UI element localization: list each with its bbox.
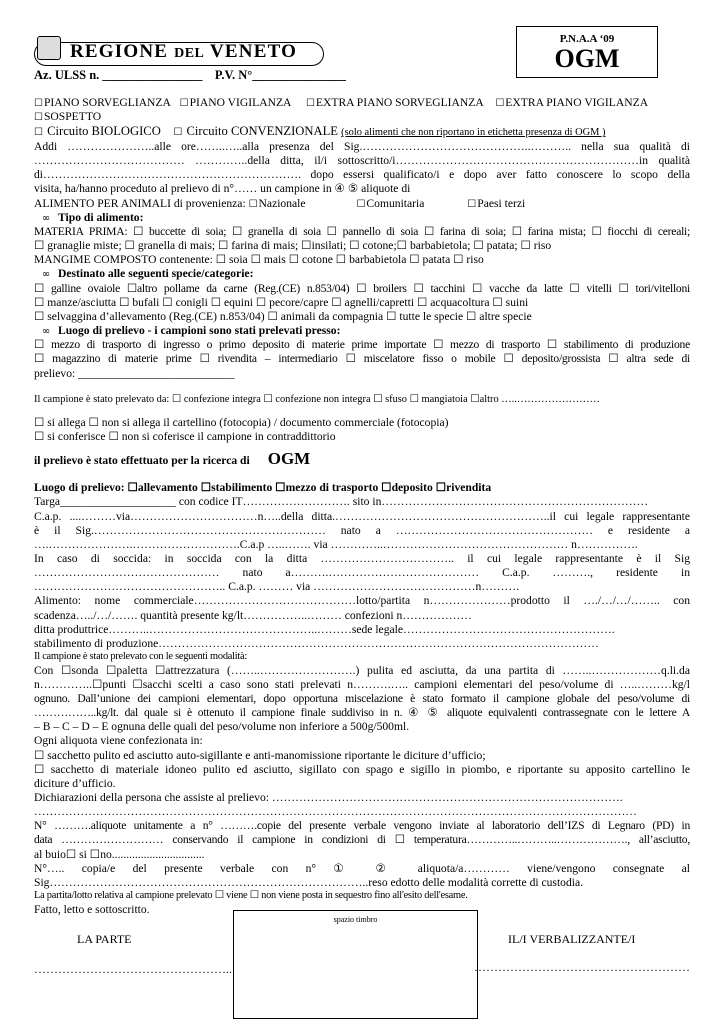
checkbox-icon[interactable]: ☐ [305,98,315,109]
modalita-line: ognuno. Dall’unione dei campioni elementari, dopo opportuna miscelazione è stato formato il campione globale del peso/volume di [34,692,690,705]
tipo-line[interactable]: MANGIME COMPOSTO contenente: ☐ soia ☐ mais ☐ cotone ☐ barbabietola ☐ patata ☐ riso [34,253,484,267]
detail-line[interactable]: C.a.p. ....………via……………………………n…..della ditta.………………………………………………..il cui legale rappresentante [34,509,690,523]
modalita-line: – B – C – D – E ognuna delle quali del peso/volume non inferiore a 500g/500ml. [34,720,410,734]
plan-sorveglianza: PIANO SORVEGLIANZA [43,96,171,109]
allega-line[interactable]: ☐ si allega ☐ non si allega il cartellino (fotocopia) / documento commerciale (fotocopia) [34,416,449,430]
ricerca-label: il prelievo è stato effettuato per la ricerca di [34,453,250,467]
pv-field[interactable]: P.V. N°_______________ [214,68,346,82]
detail-line[interactable]: Alimento: nome commerciale……………………………………lotto/partita n…………………prodotto il …./…/…/…….. con [34,594,690,608]
checkbox-icon[interactable]: ☐ [495,98,505,109]
checkbox-icon[interactable]: ☐ [467,198,477,210]
ricerca-line [34,449,690,470]
specie-line[interactable]: ☐ manze/asciutta ☐ bufali ☐ conigli ☐ equini ☐ pecore/capre ☐ agnelli/capretti ☐ acquacoltura ☐ suini [34,295,529,309]
region-logo [34,36,324,70]
alimento-row [34,197,690,211]
section-title: ∞ Destinato alle seguenti specie/categorie: [34,267,690,281]
checkbox-icon[interactable]: ☐ [34,98,43,109]
detail-line[interactable]: Targa____________________ con codice IT………………………. sito in…………………………………………………………… [34,495,649,509]
intro-line: Addi …………………..alle ore……..…..alla presenza del Sig.……………………………………..……….. nella sua qualità di [34,140,690,154]
intro-line: di…………………………………………………………. dopo essersi qualificato/i e dopo aver fatto conoscere lo scopo della [34,168,690,182]
specie-line[interactable]: ☐ galline ovaiole ☐altro pollame da carne (Reg.(CE) n.853/04) ☐ broilers ☐ tacchini ☐ vacche da latte ☐ vitelli ☐ tori/vitelloni [34,281,690,295]
plan-vigilanza: PIANO VIGILANZA [189,96,292,109]
detail-line[interactable]: è il Sig.…………………………………………………… nato a …………………………………………… e residente a [34,523,690,537]
modalita-line[interactable]: data ……………………… conservando il campione in condizioni di ☐ temperatura…………..………..………………., all’asciutto, [34,833,690,847]
intro-line: ………………………………… …………..della ditta, il/i sottoscritto/i………………………………………………………in qualità [34,154,690,168]
checkbox-icon[interactable]: ☐ [34,112,43,124]
region-title: REGIONE DEL VENETO [70,41,298,62]
origin-comunitaria: Comunitaria [366,196,425,210]
bullet-icon: ∞ [41,269,51,281]
modalita-line[interactable]: ☐ sacchetto di materiale idoneo pulito ed asciutto, sigillato con spago e sigillo in piombo, e riportante su apposito cartellino le [34,762,690,776]
modalita-line[interactable]: Dichiarazioni della persona che assiste al prelievo: ………………………………………………………………………………. [34,790,623,804]
modalita-line: ……………..kg/lt. dal quale si è ottenuto il campione finale suddiviso in n. ④ ⑤ aliquote equivalenti contrassegnate con le lettere A [34,706,690,720]
ulss-field[interactable]: Az. ULSS n. ________________ [34,68,203,82]
checkbox-icon[interactable]: ☐ [356,198,366,210]
tipo-line[interactable]: ☐ granaglie miste; ☐ granella di mais; ☐ farina di mais; ☐insilati; ☐ cotone;☐ barbabietola; ☐ patata; ☐ riso [34,239,552,253]
circuit-options [34,124,690,140]
circuit-note: (solo alimenti che non riportano in etichetta presenza di OGM ) [341,127,606,139]
detail-line[interactable]: In caso di soccida: in soccida con la ditta …………………………….. il cui legale rappresentante è il Sig [34,552,690,566]
section-title: ∞ Luogo di prelievo - i campioni sono stati prelevati presso: [34,324,690,338]
plan-options [34,96,690,110]
stamp-area [233,910,478,1019]
ogm-heading: OGM [554,44,620,74]
ulss-line [34,68,346,83]
stamp-label: spazio timbro [333,915,378,924]
plan-sospetto-row [34,110,690,124]
checkbox-icon[interactable]: ☐ [34,127,43,139]
modalita-line[interactable]: N° ……….aliquote unitamente a n° ……….copie del presente verbale vengono inviate al laboratorio dell’IZS di Legnaro (PD) in [34,819,690,833]
plan-extra-sorveglianza: EXTRA PIANO SORVEGLIANZA [315,96,484,109]
specie-line[interactable]: ☐ selvaggina d’allevamento (Reg.(CE) n.853/04) ☐ animali da compagnia ☐ tutte le specie ☐ altre specie [34,309,532,323]
modalita-line[interactable]: Sig………………………………………………………………………..reso edotto delle modalità corrette di custodia. [34,875,584,889]
modalita-line: diciture d’ufficio. [34,776,116,790]
modalita-line: Fatto, letto e sottoscritto. [34,902,150,916]
detail-line[interactable]: stabilimento di produzione…………………………………………………………………………………………………… [34,636,599,650]
luogo-line[interactable]: prelievo: ___________________________ [34,366,235,380]
region-seal-icon [37,36,61,60]
intro-line: visita, ha/hanno proceduto al prelievo di n°…… un campione in ④ ⑤ aliquote di [34,182,411,196]
circuit-bio: Circuito BIOLOGICO [47,124,161,139]
luogo-line[interactable]: ☐ mezzo di trasporto di ingresso o primo deposito di materie prime importate ☐ mezzo di trasporto ☐ stabilimento di produzione [34,338,690,352]
alimento-label: ALIMENTO PER ANIMALI di provenienza: [34,196,246,210]
modalita-line[interactable]: Con ☐sonda ☐paletta ☐attrezzatura (……..…………………….) pulita ed asciutta, da una partita di ……..………………q.li.da [34,663,690,677]
form-body [34,96,690,917]
modalita-line[interactable]: ☐ sacchetto pulito ed asciutto auto-sigillante e anti-manomissione riportante le diciture d’ufficio; [34,748,486,762]
modalita-line[interactable]: La partita/lotto relativa al campione prelevato ☐ viene ☐ non viene posta in sequestro fino all'esito dell'esame. [34,889,468,901]
detail-line[interactable]: ………………………………………….. C.a.p. ……… via ……………………………………n………. [34,580,519,594]
verbalizzante-label: IL/I VERBALIZZANTE/I [508,932,636,946]
origin-paesi-terzi: Paesi terzi [477,196,526,210]
tipo-line[interactable]: MATERIA PRIMA: ☐ buccette di soia; ☐ granella di soia ☐ pannello di soia ☐ farina di soia; ☐ farina mista; ☐ fiocchi di cereali; [34,225,690,238]
modalita-line[interactable]: al buio☐ si ☐no................................ [34,847,205,861]
modalita-title: Il campione è stato prelevato con le seguenti modalità: [34,651,248,663]
pnaa-box [516,26,658,78]
campione-da-line[interactable]: Il campione è stato prelevato da: ☐ confezione integra ☐ confezione non integra ☐ sfuso ☐ mangiatoia ☐altro …..…………………… [34,393,600,405]
modalita-line[interactable]: N°….. copia/e del presente verbale con n° ① ② aliquota/a………… viene/vengono consegnate al [34,861,690,875]
conferisce-line[interactable]: ☐ si conferisce ☐ non si coferisce il campione in contraddittorio [34,430,336,444]
detail-line[interactable]: Luogo di prelievo: ☐allevamento ☐stabilimento ☐mezzo di trasporto ☐deposito ☐rivendita [34,481,492,495]
origin-nazionale: Nazionale [258,196,306,210]
checkbox-icon[interactable]: ☐ [248,198,258,210]
signature-right[interactable]: ……………………………………………… [474,960,690,974]
detail-line[interactable]: ………………………………………… nato a……….………………………………… C.a.p. ………., residente in [34,566,690,580]
modalita-line[interactable]: ………………………………………………………………………………………………………………………………………… [34,805,637,819]
circuit-conv: Circuito CONVENZIONALE [186,124,338,139]
bullet-icon: ∞ [41,212,51,224]
plan-extra-vigilanza: EXTRA PIANO VIGILANZA [505,96,649,109]
detail-line[interactable]: ditta produttrice………..……………………………………..………sede legale………………………………………………. [34,622,615,636]
section-title: ∞ Tipo di alimento: [34,211,690,225]
pnaa-label: P.N.A.A ‘09 [559,33,615,45]
signature-left[interactable]: ………………………………………….. [34,962,232,976]
detail-line[interactable]: scadenza…../…/……. quantità presente kg/lt……………..……… confezioni n……………… [34,608,472,622]
modalita-line[interactable]: n…………..☐punti ☐sacchi scelti a caso sono stati prelevati n……….….. campioni elementari del peso/volume di …..………kg/l [34,677,690,691]
checkbox-icon[interactable]: ☐ [173,127,183,139]
plan-sospetto: SOSPETTO [43,110,102,124]
luogo-line[interactable]: ☐ magazzino di materie prime ☐ rivendita – intermediario ☐ miscelatore fisso o mobile ☐ deposito/grossista ☐ altra sede di [34,352,690,366]
checkbox-icon[interactable]: ☐ [179,98,189,109]
detail-line[interactable]: ….………………….……………………….C.a.p …..……. via …………..………………………………………… n……………. [34,537,638,551]
modalita-line: Ogni aliquota viene confezionata in: [34,734,203,748]
bullet-icon: ∞ [41,326,51,338]
ricerca-value: OGM [267,448,311,468]
la-parte-label: LA PARTE [77,932,132,946]
